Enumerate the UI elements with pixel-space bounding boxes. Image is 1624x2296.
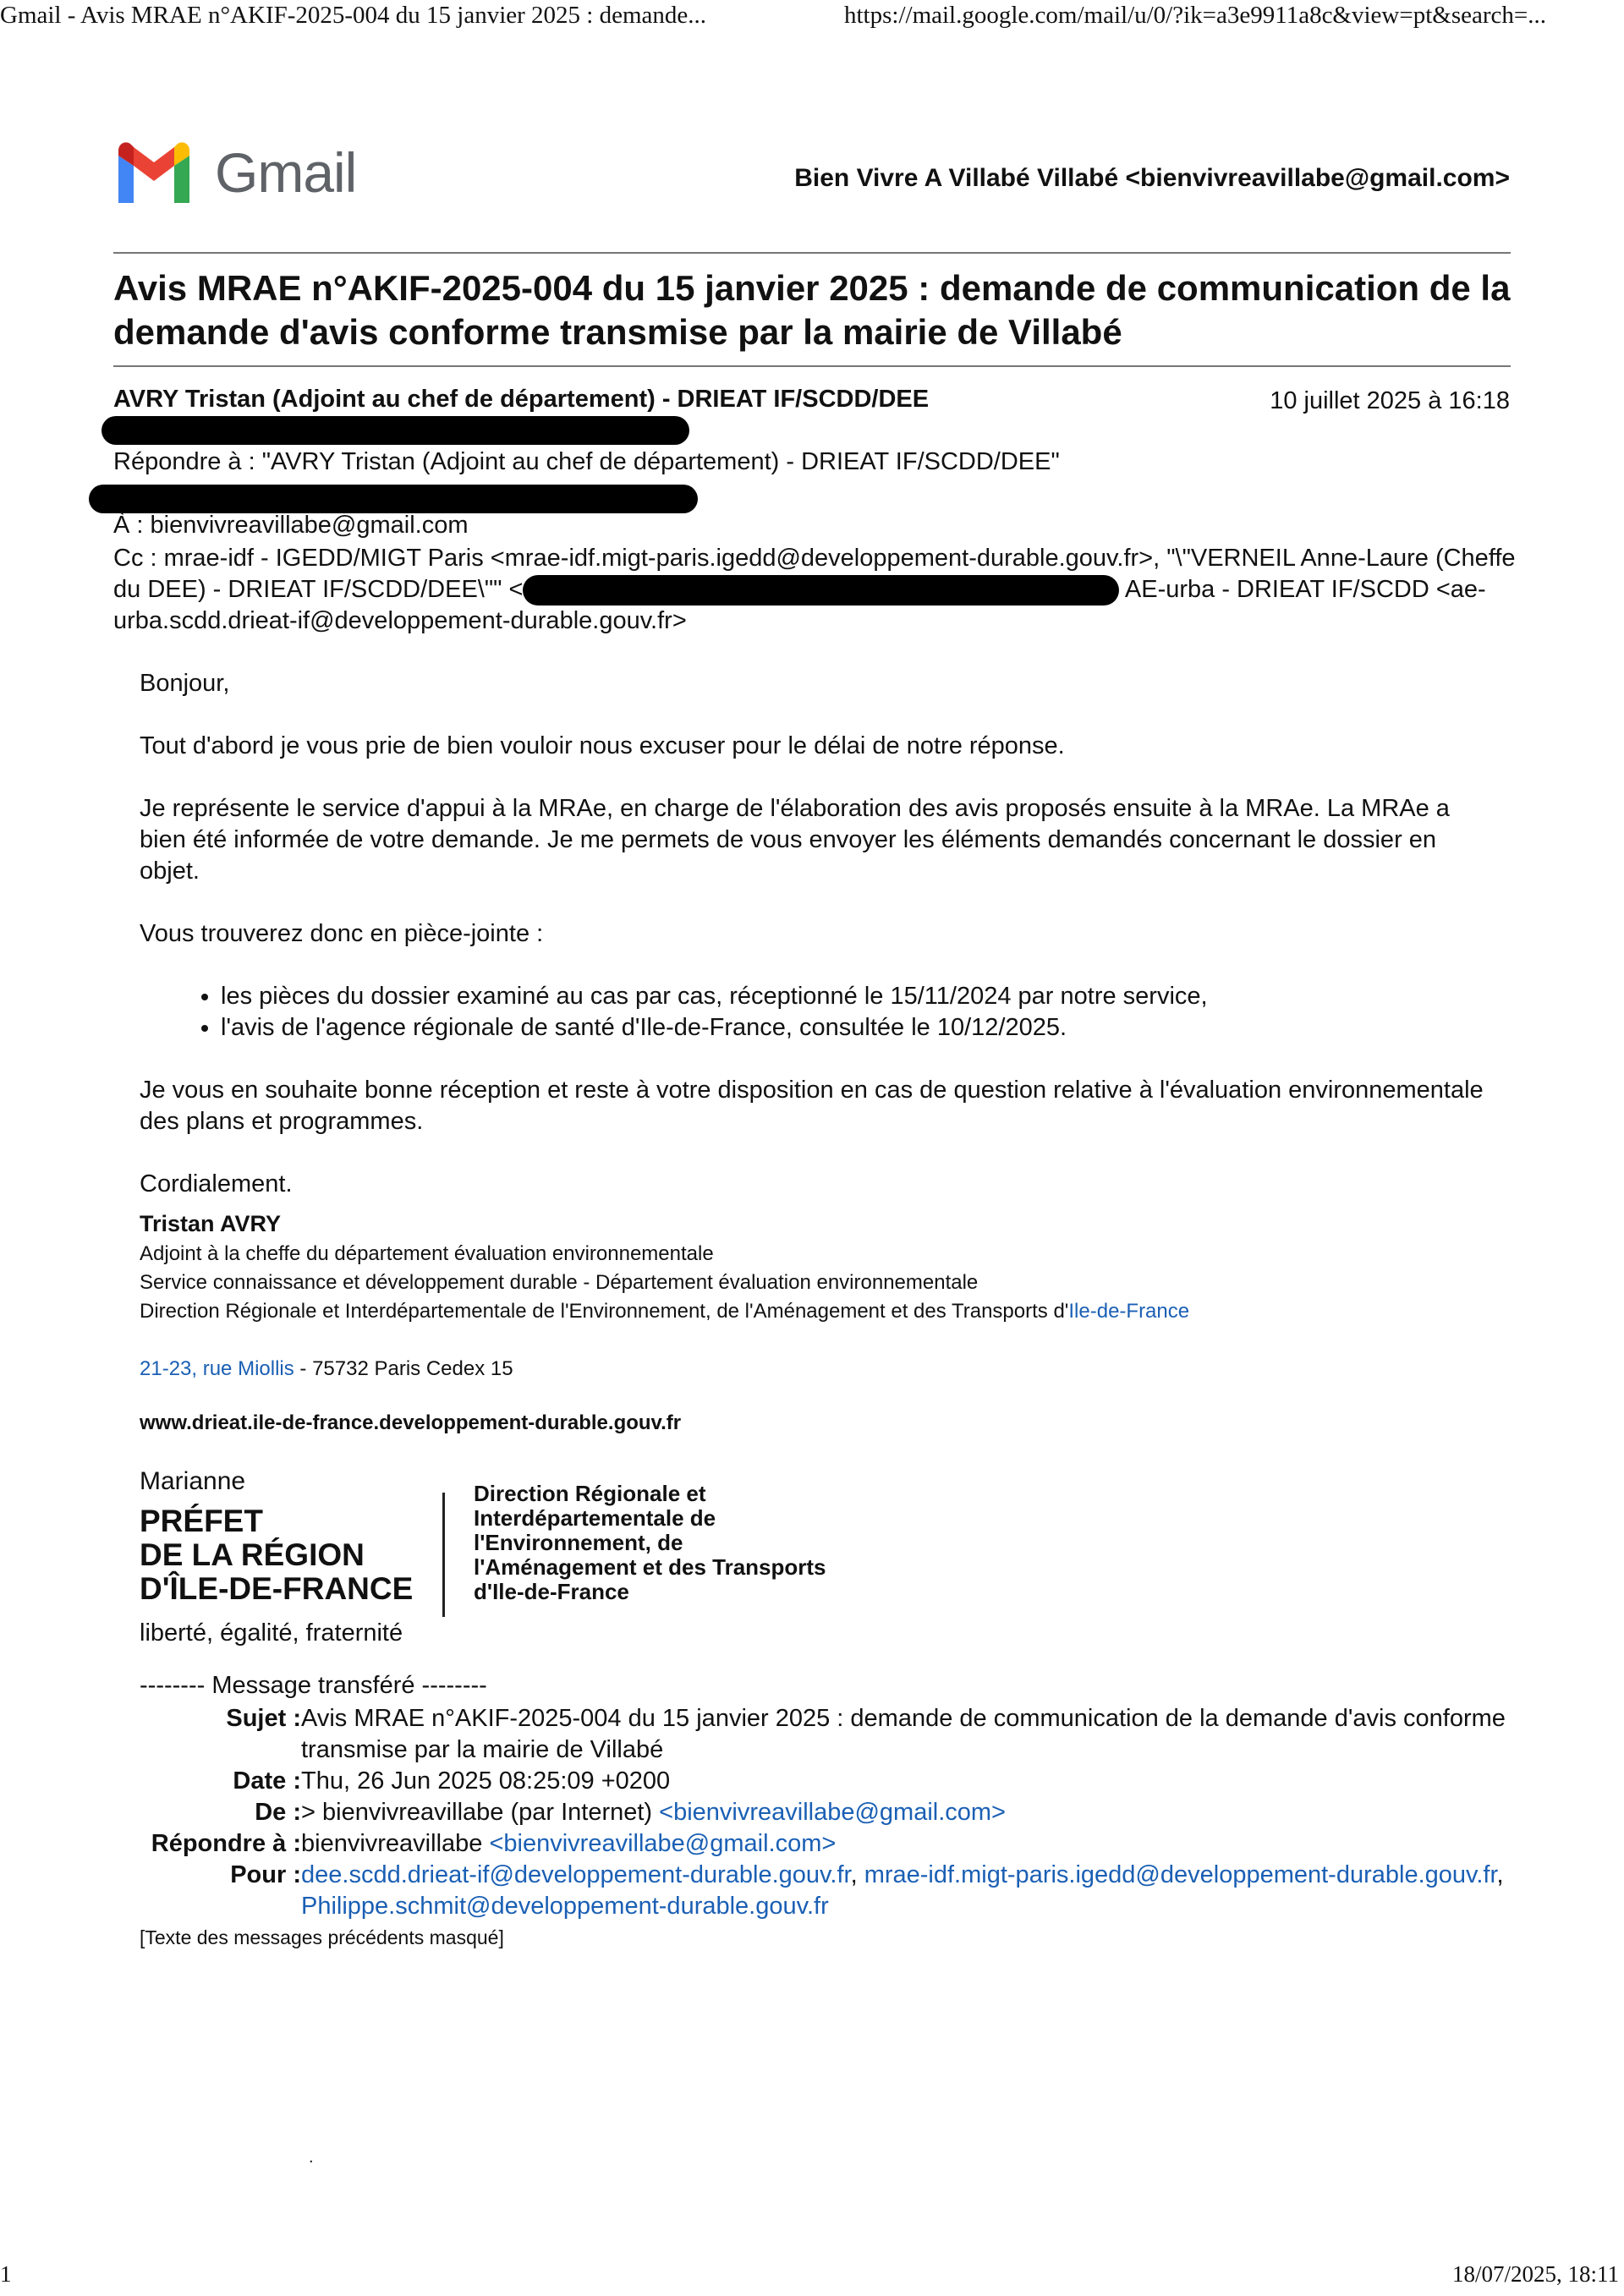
email-date: 10 juillet 2025 à 16:18 [1270, 387, 1510, 414]
email-sender: AVRY Tristan (Adjoint au chef de département) - DRIEAT IF/SCDD/DEE [113, 386, 930, 413]
signature-name: Tristan AVRY [140, 1211, 282, 1236]
body-paragraph: Vous trouverez donc en pièce-jointe : [140, 920, 544, 947]
redaction-mark [523, 575, 1119, 606]
print-page-number: 1 [0, 2261, 12, 2287]
signature-service: Service connaissance et développement durable - Département évaluation environnementale [140, 1271, 979, 1294]
redaction-mark [89, 485, 698, 513]
email-body [140, 668, 1493, 1231]
email-subject: Avis MRAE n°AKIF-2025-004 du 15 janvier 2025 : demande de communication de la demande d'avis conforme transmise par la mairie de Villabé [113, 268, 1511, 352]
devise-label: liberté, égalité, fraternité [140, 1619, 403, 1647]
attachment-list [140, 981, 1493, 1044]
divider [113, 365, 1511, 367]
body-paragraph: Je vous en souhaite bonne réception et reste à votre disposition en cas de question relative à l'évaluation environnementale des plans et programmes. [140, 1077, 1484, 1135]
list-item: • l'avis de l'agence régionale de santé d'Ile-de-France, consultée le 10/12/2025. [221, 1012, 1493, 1044]
email-cc-part2: AE-urba - DRIEAT IF/SCDD <ae-urba.scdd.drieat-if@developpement-durable.gouv.fr> [113, 576, 1486, 635]
print-page-title: Gmail - Avis MRAE n°AKIF-2025-004 du 15 janvier 2025 : demande... [0, 2, 707, 29]
to-email-link[interactable]: Philippe.schmit@developpement-durable.gouv.fr [301, 1893, 829, 1920]
direction-link[interactable]: Ile-de-France [1068, 1300, 1190, 1323]
to-email-link[interactable]: mrae-idf.migt-paris.igedd@developpement-durable.gouv.fr [864, 1861, 1497, 1888]
signature-direction: Direction Régionale et Interdépartementale de l'Environnement, de l'Aménagement et des Transports d'Ile-de-France [140, 1300, 1190, 1323]
signature-address: 21-23, rue Miollis - 75732 Paris Cedex 15 [140, 1357, 513, 1380]
table-row: Sujet : Avis MRAE n°AKIF-2025-004 du 15 janvier 2025 : demande de communication de la demande d'avis conforme transmise par la mairie de Villabé [140, 1703, 1561, 1766]
reply-email-link[interactable]: <bienvivreavillabe@gmail.com> [489, 1830, 837, 1857]
table-row: Date : Thu, 26 Jun 2025 08:25:09 +0200 [140, 1766, 1561, 1797]
body-paragraph: Tout d'abord je vous prie de bien vouloir nous excuser pour le délai de notre réponse. [140, 732, 1065, 759]
account-identity: Bien Vivre A Villabé Villabé <bienvivreavillabe@gmail.com> [794, 164, 1510, 192]
body-greeting: Bonjour, [140, 670, 230, 697]
marianne-label: Marianne [140, 1467, 246, 1495]
email-to: À : bienvivreavillabe@gmail.com [113, 512, 469, 539]
stray-dot: . [309, 2148, 314, 2167]
gmail-logo-text: Gmail [215, 141, 357, 204]
table-row: Pour : dee.scdd.drieat-if@developpement-durable.gouv.fr, mrae-idf.migt-paris.igedd@developpement-durable.gouv.fr, Philippe.schmit@developpement-durable.gouv.fr [140, 1860, 1561, 1922]
forwarded-date: Thu, 26 Jun 2025 08:25:09 +0200 [301, 1767, 671, 1795]
list-item: • les pièces du dossier examiné au cas par cas, réceptionné le 15/11/2024 par notre service, [221, 981, 1493, 1012]
divider [113, 252, 1511, 254]
table-row: Répondre à : bienvivreavillabe <bienvivreavillabe@gmail.com> [140, 1828, 1561, 1860]
forwarded-title: -------- Message transféré -------- [140, 1672, 487, 1699]
table-row: De : > bienvivreavillabe (par Internet) <bienvivreavillabe@gmail.com> [140, 1797, 1561, 1828]
direction-block: Direction Régionale et Interdépartementale de l'Environnement, de l'Aménagement et des Transports d'Ile-de-France [474, 1481, 826, 1604]
forwarded-headers [140, 1703, 1561, 1922]
email-reply-to: Répondre à : "AVRY Tristan (Adjoint au chef de département) - DRIEAT IF/SCDD/DEE" [113, 448, 1060, 475]
address-link[interactable]: 21-23, rue Miollis [140, 1357, 294, 1380]
redaction-mark [102, 416, 689, 445]
signature-website: www.drieat.ile-de-france.developpement-durable.gouv.fr [140, 1411, 682, 1434]
forwarded-reply-to: bienvivreavillabe <bienvivreavillabe@gmail.com> [301, 1830, 837, 1857]
prefet-label: PRÉFET DE LA RÉGION D'ÎLE-DE-FRANCE [140, 1504, 414, 1606]
forwarded-subject: Avis MRAE n°AKIF-2025-004 du 15 janvier 2025 : demande de communication de la demande d'avis conforme transmise par la mairie de Villabé [301, 1705, 1506, 1763]
email-cc [113, 543, 1517, 637]
body-paragraph: Je représente le service d'appui à la MRAe, en charge de l'élaboration des avis proposés ensuite à la MRAe. La MRAe a bien été informée de votre demande. Je me permets de vous envoyer les éléments demandés concernant le dossier en objet. [140, 795, 1450, 885]
forwarded-to: dee.scdd.drieat-if@developpement-durable.gouv.fr, mrae-idf.migt-paris.igedd@developpement-durable.gouv.fr, Philippe.schmit@developpement-durable.gouv.fr [301, 1861, 1504, 1920]
email-cc-part1: Cc : mrae-idf - IGEDD/MIGT Paris <mrae-idf.migt-paris.igedd@developpement-durable.gouv.fr>, "\"VERNEIL Anne-Laure (Cheffe du DEE) - DRIEAT IF/SCDD/DEE\"" < [113, 545, 1516, 603]
divider [442, 1493, 445, 1617]
forwarded-from: > bienvivreavillabe (par Internet) <bienvivreavillabe@gmail.com> [301, 1799, 1006, 1826]
signature-role: Adjoint à la cheffe du département évaluation environnementale [140, 1242, 714, 1265]
gmail-m-icon [113, 142, 195, 203]
body-closing: Cordialement. [140, 1170, 293, 1197]
masked-text-toggle[interactable]: [Texte des messages précédents masqué] [140, 1926, 504, 1948]
to-email-link[interactable]: dee.scdd.drieat-if@developpement-durable.gouv.fr [301, 1861, 851, 1888]
from-email-link[interactable]: <bienvivreavillabe@gmail.com> [659, 1799, 1006, 1826]
print-page-url: https://mail.google.com/mail/u/0/?ik=a3e9911a8c&view=pt&search=... [844, 2, 1546, 29]
print-timestamp: 18/07/2025, 18:11 [1451, 2261, 1619, 2287]
